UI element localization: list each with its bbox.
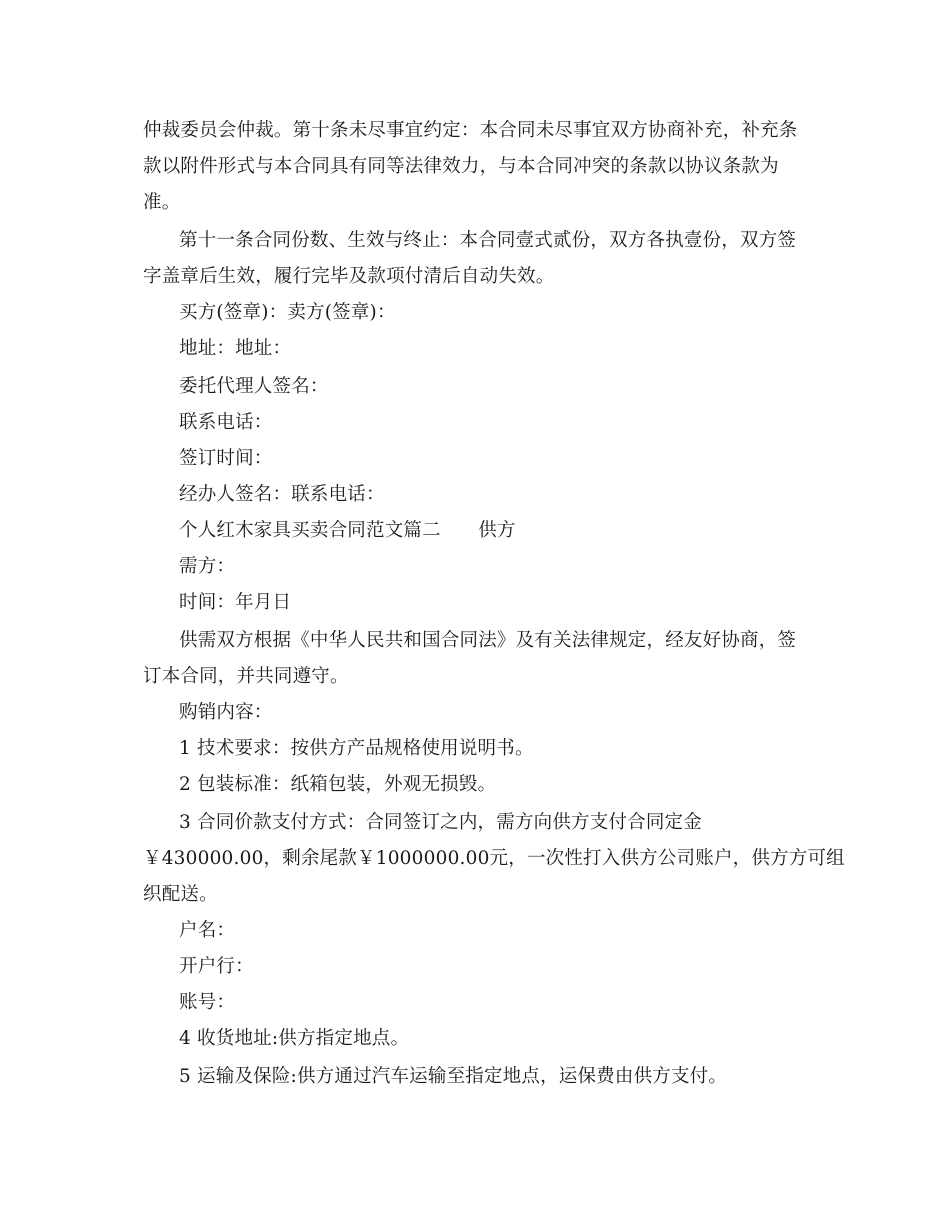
section-heading: 个人红木家具买卖合同范文篇二 供方 [179, 520, 516, 541]
text-line: 1 技术要求：按供方产品规格使用说明书。 [179, 738, 534, 759]
text-line: 第十一条合同份数、生效与终止：本合同壹式贰份，双方各执壹份，双方签 [179, 230, 797, 251]
text-line: 字盖章后生效，履行完毕及款项付清后自动失效。 [143, 266, 555, 287]
text-line: 经办人签名：联系电话： [179, 484, 385, 505]
text-line: 供需双方根据《中华人民共和国合同法》及有关法律规定，经友好协商，签 [179, 630, 797, 651]
text-line: 4 收货地址:供方指定地点。 [179, 1028, 410, 1049]
text-line: 款以附件形式与本合同具有同等法律效力，与本合同冲突的条款以协议条款为 [143, 156, 779, 177]
text-line: 联系电话： [179, 412, 273, 433]
text-line: 需方： [179, 556, 236, 577]
text-line: 开户行： [179, 956, 254, 977]
text-line: 签订时间： [179, 448, 273, 469]
text-line: 5 运输及保险:供方通过汽车运输至指定地点，运保费由供方支付。 [179, 1066, 728, 1087]
text-line: 账号： [179, 992, 236, 1013]
text-line: 时间：年月日 [179, 592, 292, 613]
text-line: 织配送。 [143, 884, 218, 905]
text-line: 2 包装标准：纸箱包装，外观无损毁。 [179, 774, 497, 795]
text-line: 户名： [179, 920, 236, 941]
text-line: 订本合同，并共同遵守。 [143, 666, 349, 687]
text-line: 委托代理人签名： [179, 376, 329, 397]
text-line: 购销内容： [179, 702, 273, 723]
text-line: 3 合同价款支付方式：合同签订之内，需方向供方支付合同定金 [179, 812, 702, 833]
text-line: 地址：地址： [179, 338, 292, 359]
text-line: 仲裁委员会仲裁。第十条未尽事宜约定：本合同未尽事宜双方协商补充，补充条 [143, 120, 798, 141]
text-line: 买方(签章)：卖方(签章)： [179, 302, 396, 323]
text-line: 准。 [143, 192, 181, 213]
text-line: ￥430000.00，剩余尾款￥1000000.00元，一次性打入供方公司账户，供方方可组 [143, 848, 845, 869]
